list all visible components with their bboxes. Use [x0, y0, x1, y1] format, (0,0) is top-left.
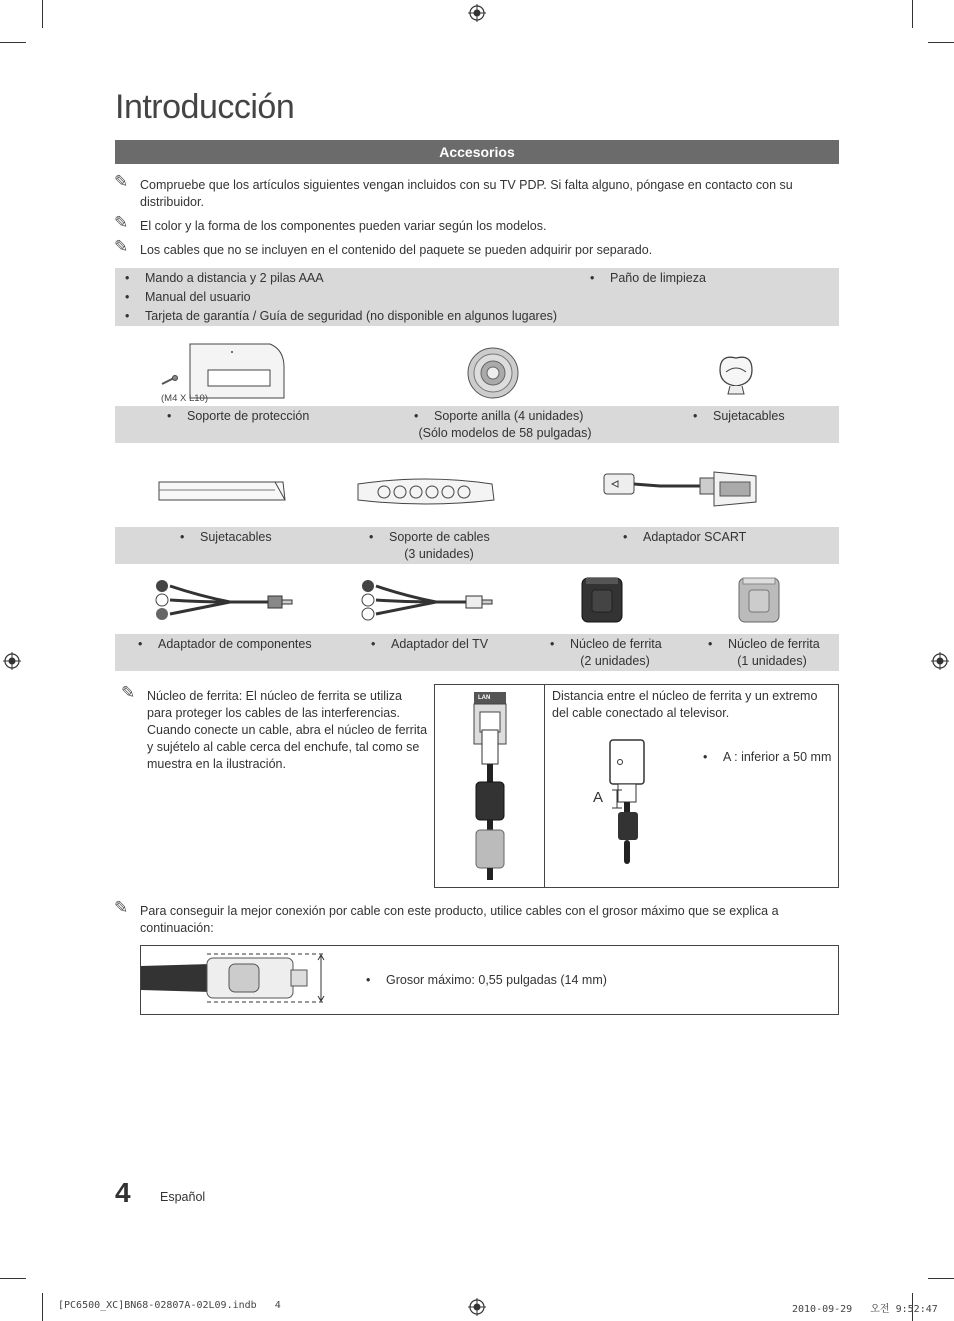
cable-tie-holder-image [712, 350, 760, 396]
cable-note [114, 898, 830, 937]
note-text: Núcleo de ferrita: El núcleo de ferrita se utiliza para proteger los cables de las interferencias. Cuando conecte un cable, abra el núcleo de ferrita y sujételo al cable cerca del enchufe, tal como se muestra en la ilustración. [147, 689, 428, 771]
ferrite-core-gray-image [737, 574, 781, 626]
item-label: • Sujetacables [713, 408, 785, 425]
list-item: • Tarjeta de garantía / Guía de seguridad (no disponible en algunos lugares) [145, 308, 557, 325]
item-sublabel: (1 unidades) [737, 654, 807, 668]
page-number: 4 [115, 1177, 131, 1208]
item-label: • Adaptador del TV [391, 636, 488, 653]
crop-mark [42, 1293, 43, 1321]
page-title: Introducción [115, 88, 295, 126]
cable-tie-image [155, 476, 290, 506]
item-sublabel: (3 unidades) [404, 547, 474, 561]
list-item: • Paño de limpieza [610, 270, 706, 287]
registration-mark-icon [468, 1298, 486, 1316]
item-label: • Adaptador de componentes [158, 636, 312, 653]
distance-bullet: • A : inferior a 50 mm [723, 749, 831, 766]
crop-mark [0, 42, 26, 43]
crop-mark [42, 0, 43, 28]
note-text: Para conseguir la mejor conexión por cable con este producto, utilice cables con el grosor máximo que se explica a continuación: [140, 904, 779, 935]
pencil-note-icon: ✎ [114, 898, 129, 917]
screw-label: (M4 X L10) [161, 393, 208, 404]
crop-mark [928, 42, 954, 43]
registration-mark-icon [468, 4, 486, 22]
item-label: • Soporte de cables [389, 529, 490, 546]
box-divider [544, 684, 545, 887]
note-text: Compruebe que los artículos siguientes vengan incluidos con su TV PDP. Si falta alguno, póngase en contacto con su distribuidor. [140, 178, 793, 209]
footer-file-info: [PC6500_XC]BN68-02807A-02L09.indb 4 [58, 1300, 281, 1311]
cable-thickness-bullet: • Grosor máximo: 0,55 pulgadas (14 mm) [386, 972, 607, 989]
a-label: A [593, 789, 604, 806]
item-label: • Soporte de protección [187, 408, 309, 425]
scart-adapter-image [600, 466, 762, 510]
crop-mark [928, 1278, 954, 1279]
registration-mark-icon [931, 652, 949, 670]
pencil-note-icon: ✎ [114, 213, 129, 232]
pencil-note-icon: ✎ [121, 683, 136, 702]
lan-cable-ferrite-image [470, 690, 510, 882]
ring-stand-image [466, 346, 520, 400]
pencil-note-icon: ✎ [114, 172, 129, 191]
item-label: • Núcleo de ferrita [728, 636, 820, 653]
item-sublabel: (Sólo modelos de 58 pulgadas) [418, 426, 592, 440]
note-text: Los cables que no se incluyen en el contenido del paquete se pueden adquirir por separado. [140, 243, 653, 257]
item-label: • Sujetacables [200, 529, 272, 546]
ferrite-core-black-image [580, 574, 624, 626]
component-adapter-image [150, 578, 295, 622]
item-sublabel: (2 unidades) [580, 654, 650, 668]
cable-thickness-image [141, 952, 331, 1006]
item-label: • Adaptador SCART [643, 529, 746, 546]
language-label: Español [160, 1190, 206, 1204]
note [114, 237, 830, 259]
registration-mark-icon [3, 652, 21, 670]
section-bar: Accesorios [115, 140, 839, 164]
lan-label: LAN [478, 695, 491, 701]
item-label: • Soporte anilla (4 unidades) [434, 408, 583, 425]
ferrite-note [121, 683, 429, 773]
tv-adapter-image [356, 578, 496, 622]
pencil-note-icon: ✎ [114, 237, 129, 256]
footer-timestamp: 2010-09-29 오전 9:52:47 [792, 1304, 938, 1315]
cable-holder-image [352, 472, 500, 510]
distance-text: Distancia entre el núcleo de ferrita y un extremo del cable conectado al televisor. [552, 689, 818, 720]
note [114, 213, 830, 235]
list-item: • Manual del usuario [145, 289, 251, 306]
note [114, 172, 830, 211]
crop-mark [0, 1278, 26, 1279]
list-item: • Mando a distancia y 2 pilas AAA [145, 270, 324, 287]
item-label: • Núcleo de ferrita [570, 636, 662, 653]
note-text: El color y la forma de los componentes pueden variar según los modelos. [140, 219, 547, 233]
crop-mark [912, 0, 913, 28]
